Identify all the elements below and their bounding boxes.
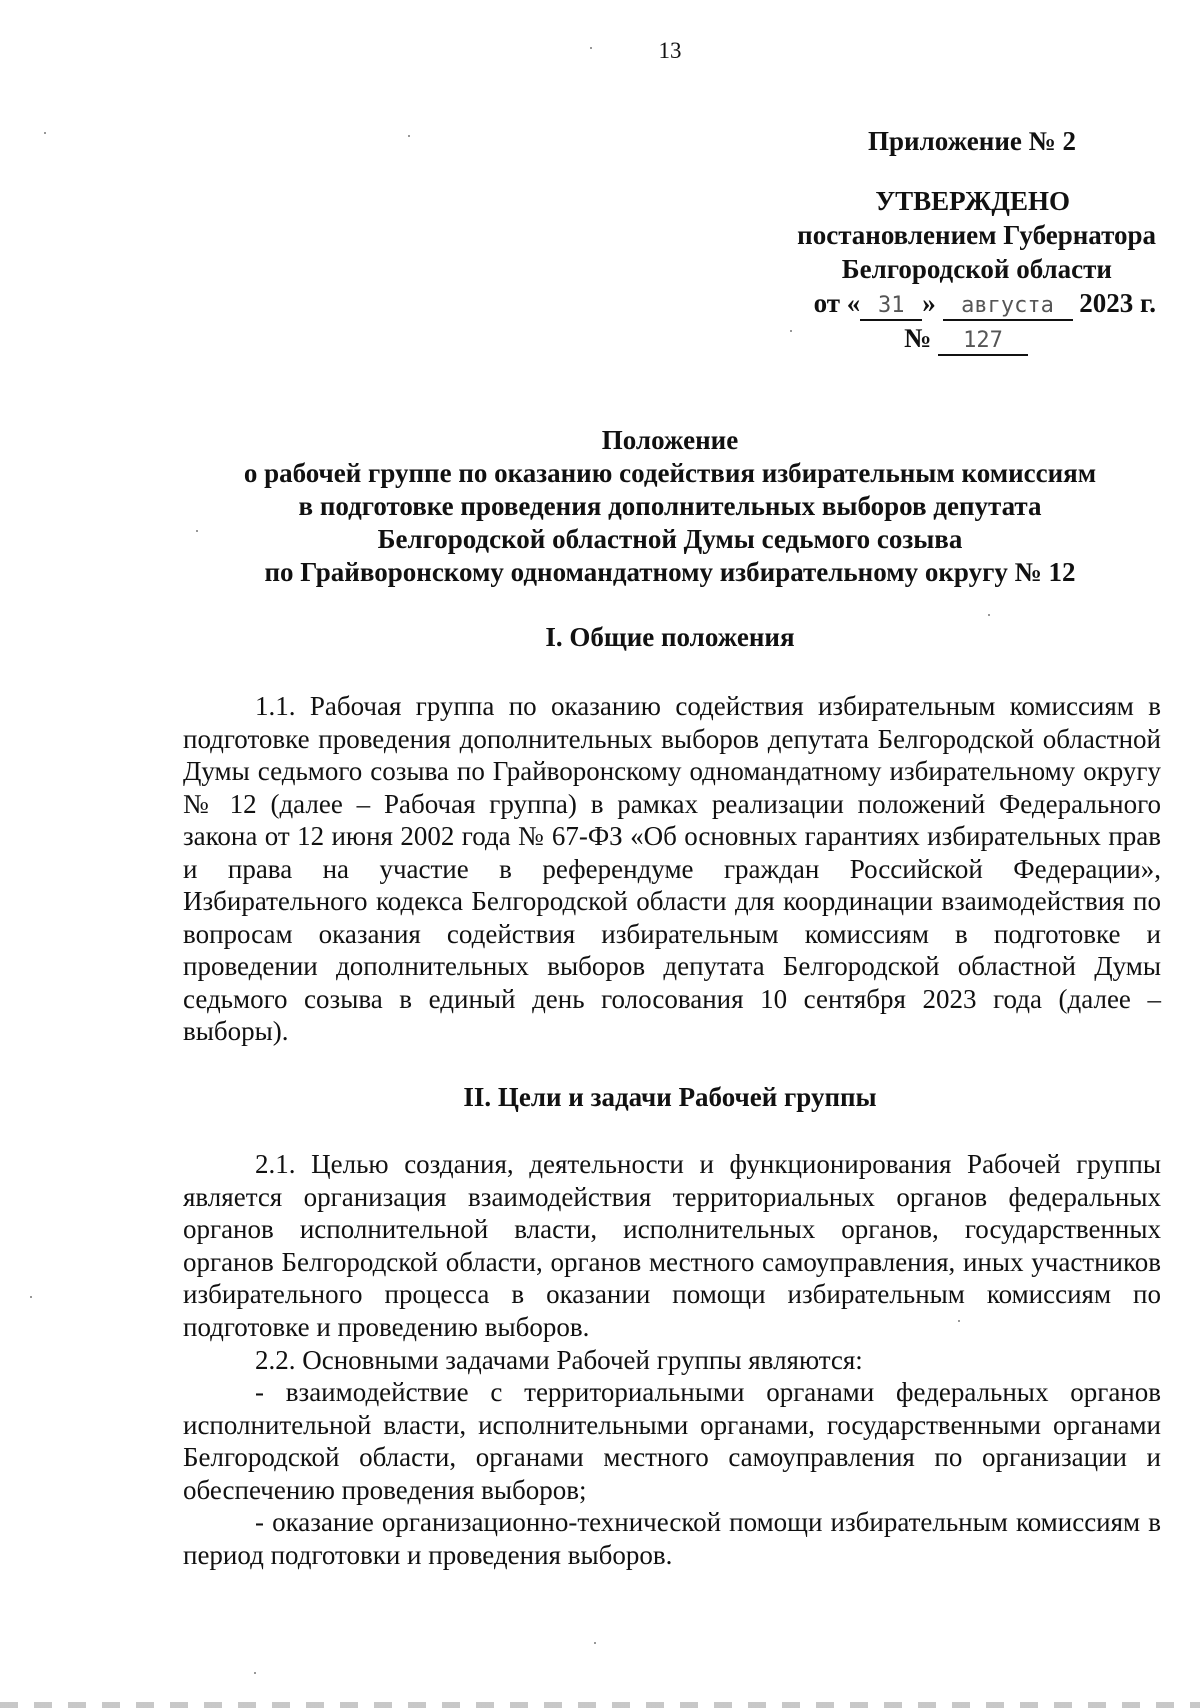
scan-speck xyxy=(254,1672,256,1674)
title-line-3: в подготовке проведения дополнительных выборов депутата xyxy=(298,491,1042,521)
paragraph-1-1: 1.1. Рабочая группа по оказанию содействия избирательным комиссиям в подготовке проведения дополнительных выборов депутата Белгородской областной Думы седьмого созыва по Грайворонскому одномандатному избирательному округу № 12 (далее – Рабочая группа) в рамках реализации положений Федерального закона от 12 июня 2002 года № 67-ФЗ «Об основных гарантиях избирательных прав и права на участие в референдуме граждан Российской Федерации», Избирательного кодекса Белгородской области для координации взаимодействия по вопросам оказания содействия избирательным комиссиям в подготовке и проведении дополнительных выборов депутата Белгородской областной Думы седьмого созыва в единый день голосования 10 сентября 2023 года (далее – выборы). xyxy=(183,691,1161,1046)
title-line-2: о рабочей группе по оказанию содействия избирательным комиссиям xyxy=(243,458,1097,488)
scan-speck xyxy=(958,1320,960,1322)
scan-speck xyxy=(590,47,592,49)
scan-bottom-edge xyxy=(0,1702,1200,1708)
paragraph-2-2: 2.2. Основными задачами Рабочей группы являются: xyxy=(255,1345,863,1375)
approved-label: УТВЕРЖДЕНО xyxy=(875,186,1070,216)
scan-speck xyxy=(44,132,46,134)
number-prefix: № xyxy=(904,323,932,353)
scan-speck xyxy=(790,330,792,332)
title-line-1: Положение xyxy=(601,425,739,455)
task-item: - оказание организационно-технической помощи избирательным комиссиям в период подготовки и проведения выборов. xyxy=(183,1507,1161,1570)
scan-speck xyxy=(594,1642,596,1644)
number-field: 127 xyxy=(938,328,1028,356)
paragraph-2-1: 2.1. Целью создания, деятельности и функционирования Рабочей группы является организация взаимодействия территориальных органов федеральных органов исполнительной власти, исполнительных органов, государственных органов Белгородской области, органов местного самоуправления, иных участников избирательного процесса в оказании помощи избирательным комиссиям по подготовке и проведению выборов. xyxy=(183,1149,1161,1342)
date-mid: » xyxy=(922,288,936,318)
title-line-4: Белгородской областной Думы седьмого созыва xyxy=(377,524,963,554)
task-item: - взаимодействие с территориальными органами федеральных органов исполнительной власти, исполнительными органами, государственными органами Белгородской области, органами местного самоуправления по организации и обеспечению проведения выборов; xyxy=(183,1377,1161,1505)
scan-speck xyxy=(196,530,198,532)
scan-speck xyxy=(408,135,410,137)
scan-speck xyxy=(988,614,990,616)
region-label: Белгородской области xyxy=(841,254,1112,284)
date-year: 2023 г. xyxy=(1079,288,1156,318)
scan-speck xyxy=(30,1296,32,1298)
page-number: 13 xyxy=(658,38,682,63)
section-1-heading: I. Общие положения xyxy=(545,622,795,652)
decree-number xyxy=(736,321,1028,356)
document-title xyxy=(160,424,1180,589)
decree-date xyxy=(736,286,1156,321)
decree-label: постановлением Губернатора xyxy=(797,220,1156,250)
section-2-heading: II. Цели и задачи Рабочей группы xyxy=(463,1082,877,1112)
title-line-5: по Грайворонскому одномандатному избирательному округу № 12 xyxy=(264,557,1076,587)
date-month-field: августа xyxy=(943,293,1073,321)
date-prefix: от « xyxy=(813,288,861,318)
date-day-field: 31 xyxy=(860,293,922,321)
approval-block xyxy=(736,124,1156,356)
appendix-label: Приложение № 2 xyxy=(868,126,1076,156)
